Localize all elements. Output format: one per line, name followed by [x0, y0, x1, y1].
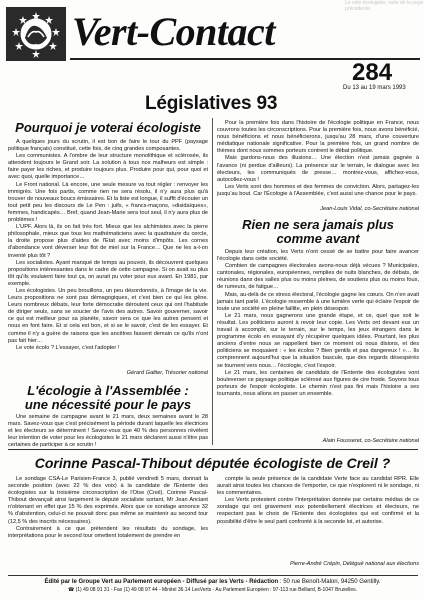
masthead-title: Vert-Contact: [72, 9, 275, 54]
article5-paragraph: Les Verts protestent contre l'interprétation donnée par certains médias de ce sondage qui ont gravement eux potentiellement électrices et électeurs, ne respectant pas le choix de l'Entente des écologistes qui est confirmé et la possibilité d'être le seul parti confronté à la seconde loi, et autorise.: [217, 497, 419, 525]
section-divider: [8, 449, 418, 450]
footer-divider: [8, 575, 418, 576]
article1-paragraph: Le Front national. Là encore, une seule mesure va tout régler : renvoyer les immigrés. Une fois partis, comme rien ne sera résolu, il n'y aura plus qu'à trouver de nouveaux boucs émissaires. Et la liste est longue, il suffit d'écouter un tout petit peu les discours de Le Pen : juifs, « francs-maçons, »disidaïques«, femmes, handicapés… Bref, quand Jean-Marie sera tout seul, il n'y aura plus de problèmes !: [8, 181, 208, 224]
article1-title: Pourquoi je voterai écologiste: [15, 120, 201, 135]
issue-dates: Du 13 au 19 mars 1993: [343, 85, 406, 91]
article2-title-line2: une nécessité pour le pays: [24, 397, 192, 412]
article4-title-line2: comme avant: [276, 231, 360, 246]
article1-paragraph: Les écologistes. Un peu brouillons, un peu désordonnés, à l'image de la vie. Leurs propositions ne sont pas démagogiques, et c'est bien ce qui les gêne. Leurs nombreux débats, leur forte démocratie déroutent ceux qui ont l'habitude de diriger seuls, sans se soucier de l'avis des autres. Savoir gouverner, savoir ce qui est meilleur pour sa planète, savoir sera ce que les autres pensent et nous en font faire. Et si cela est bon, et si se le savoir, c'est de les essayer. Et comme il n'y a guère de raisons que les ancêtres fassent demain ce qu'ils n'ont pas fait hier…: [8, 287, 208, 344]
article1-paragraph: Les communistes. A l'ombre de leur structure monolithique et sclérosée, ils attendent toujours le Grand soir. La solution à tous nos malheurs est simple : faire payer les riches, et produire toujours plus. Produire pour qui, pour quoi et avec quoi, quelle importance…: [8, 153, 208, 181]
article2-body: [8, 414, 208, 448]
article3-signature: Jean-Louis Vidal, co-Secrétaire national: [320, 206, 419, 212]
article5-left-body: [8, 476, 208, 566]
article3-paragraph: Mais gardons-nous des illusions… Une élection n'est jamais gagnée à l'avance (ni perdue d'ailleurs). La présence sur le terrain, le dialogue avec les électeurs, les communiqués de presse… montrez-vous, affichez-vous, autocollez-vous !: [217, 155, 419, 183]
article4-paragraph: Le 21 mars, nous gagnerons une grande étape, et ce, quel que soit le résultat. Les politiciens auront à revoir leur copie. Les Verts ont devant eux un travail à accomplir, sur le terrain, sur le temps, les jeux étrangers dans le programme écolo en essayant d'y récupérer quelques idées. Pourtant, les plus anciens d'entre nous se rappellent bien ce moment où nous disions, et des politiciens se moquaient : « les écolos ? Bien gentils et pas dangereux ! »… Ils comprennent aujourd'hui que la situation bascule, que des regards désespérés se tournent vers nous… l'écologie, c'est l'espoir.: [217, 312, 419, 369]
section-title: Législatives 93: [145, 93, 278, 114]
article5-paragraph: Le sondage CSA-Le Parisien-France 3, publié vendredi 5 mars, donnait la seconde position (avec 22 % des voix) à la candidate de l'Entente des écologistes sur la troisième circonscription de l'Oise (Creil). Corinne Pascal-Thibout devançait ainsi largement le député socialiste sortant, Mr Jean Anciant n'obtenant en effet que 15 % des exprimés. Alors que ce sondage annonce 32 % d'abstention, celui-ci ne pouvait donc pas même se maintenir au second tour (12,5 % des inscrits nécessaires).: [8, 476, 208, 525]
article5-signature: Pierre-André Crépin, Délégué national aux élections: [289, 561, 419, 567]
article1-paragraph: Le vote écolo ? L'essayer, c'est l'adopter !: [16, 344, 120, 351]
article5-right-body: [217, 476, 419, 558]
article2-paragraph: Une semaine de campagne avant le 21 mars, deux semaines avant le 28 mars. Savez-vous que c'est précisément la période durant laquelle les électrices et les électeurs se déterminent ! Savez-vous que 40 % des personnes révèlent leur intention de voter pour les écologistes le 21 mars déclarent aussi n'être pas certaines de participer à ce scrutin !: [8, 414, 208, 448]
article5-title: Corinne Pascal-Thibout députée écologiste de Creil ?: [34, 455, 391, 471]
article1-paragraph: Les socialistes. Ayant manqué de temps au pouvoir, ils découvrent quelques propositions intéressantes dans le cadre de cette campagne. Si on avait su plus tôt qu'ils voulaient faire tout ça, on aurait pu voter pour eux avant. En 1981, par exemple.: [8, 259, 208, 287]
article1-paragraph: L'UPF. Alors là, ils on fait très fort. Mieux que les alchimistes avec la pierre philosophale, mieux que tous les mathématiciens avec la quadrature du cercle, la droite propose plus d'aides de l'Etat avec moins d'impôts. Les cornes d'abondance vont déverser leur flot de miel sur la France… Que ne les a-t-on inventé plus tôt ?: [8, 224, 208, 259]
footer-contacts: ☎ (1) 49 08 91 31 - Fax (1) 49 08 97 44 - Minitel 36.14 LesVerts - Au Parlement Européen : 97-113 rue Belliard, B-1047 Bruxelles.: [67, 587, 358, 593]
column-divider: [212, 118, 213, 445]
bleed-through-text: Le vote écologiste, suite de la page précédente: [345, 0, 424, 12]
article5-paragraph: compte la seule présence de la candidate Verte face au candidat RPR. Elle aurait ainsi toutes les chances de l'emporter, ce que n'explorent ni le sondage, ni les commentaires.: [217, 476, 419, 497]
article4-paragraph: Mais, au-delà de ce stress électoral, l'écologie gagne les cœurs. On n'en avait jamais tant parlé. L'écologie ressemble à une lumière verte qui éclaire l'espoir de toute une société en pleine faillite, en plein désespoir.: [217, 291, 419, 312]
stars-circle-logo-icon: [5, 6, 67, 62]
article3-paragraph: Les Verts sont des hommes et des femmes de conviction. Alors, partagez-les jusqu'au bout. Car l'Écologie à l'Assemblée, c'est aussi une chance pour le pays.: [217, 183, 419, 197]
article4-body: [217, 249, 419, 437]
article4-paragraph: Le 21 mars, les centaines de candidats de l'Entente des écologistes vont bouleverser ce paysage politique sclérosé aux figures de cire froide. Soyons tous porteurs de l'espoir écologiste. Le chemin n'est pas fini mais l'histoire a ses tournants, nous allons en passer un ensemble.: [217, 369, 419, 397]
article4-signature: Alain Fousseret, co-Secrétaire national: [322, 438, 419, 444]
issue-number: 284: [352, 59, 393, 86]
article1-paragraph: A quelques jours du scrutin, il est bon de faire le tour du PPF (paysage politique français) constitué, cette fois, de cinq grandes composantes.: [8, 139, 208, 153]
article4-paragraph: Combien de campagnes électorales avons-nous déjà vécues ? Municipales, cantonales, régionales, européennes, remplies de nuits blanches, de débats, de réunions dans des salles plus ou moins pleines, de soutiens plus ou moins fous, de rumeurs, de fatigue…: [217, 263, 419, 291]
footer-publisher-bold: Édité par le Groupe Vert au Parlement européen - Diffusé par les Verts - Rédaction: [44, 579, 279, 585]
article5-paragraph: Contrairement à ce que prétendent les résultats du sondage, les interprétations pour le second tour omettent totalement de prendre en: [8, 525, 208, 539]
article4-paragraph: Depuis leur création, les Verts n'ont cessé de se battre pour faire avancer l'écologie dans cette société.: [217, 249, 419, 263]
footer-publisher: [0, 578, 425, 586]
article2-title-line1: L'écologie à l'Assemblée :: [27, 383, 189, 398]
article3-paragraph: Pour la première fois dans l'histoire de l'écologie politique en France, nous couvrons toutes les circonscriptions. Pour la première fois, nous avons bénéficié, nous bénéficions et nous bénéficierons, jusqu'au 28 mars, d'une couverture médiatique nationale significative. Pour la première fois, un grand nombre de thèmes dont nous sommes porteurs contrent le débat politique.: [217, 120, 419, 155]
article3-body: [217, 120, 419, 205]
article1-signature: Gérard Galtier, Trésorier national: [126, 370, 208, 376]
footer-address: : 50 rue Benoît-Malon, 94250 Gentilly.: [278, 579, 381, 585]
article4-title-line1: Rien ne sera jamais plus: [242, 217, 394, 232]
article1-body: [8, 139, 208, 369]
